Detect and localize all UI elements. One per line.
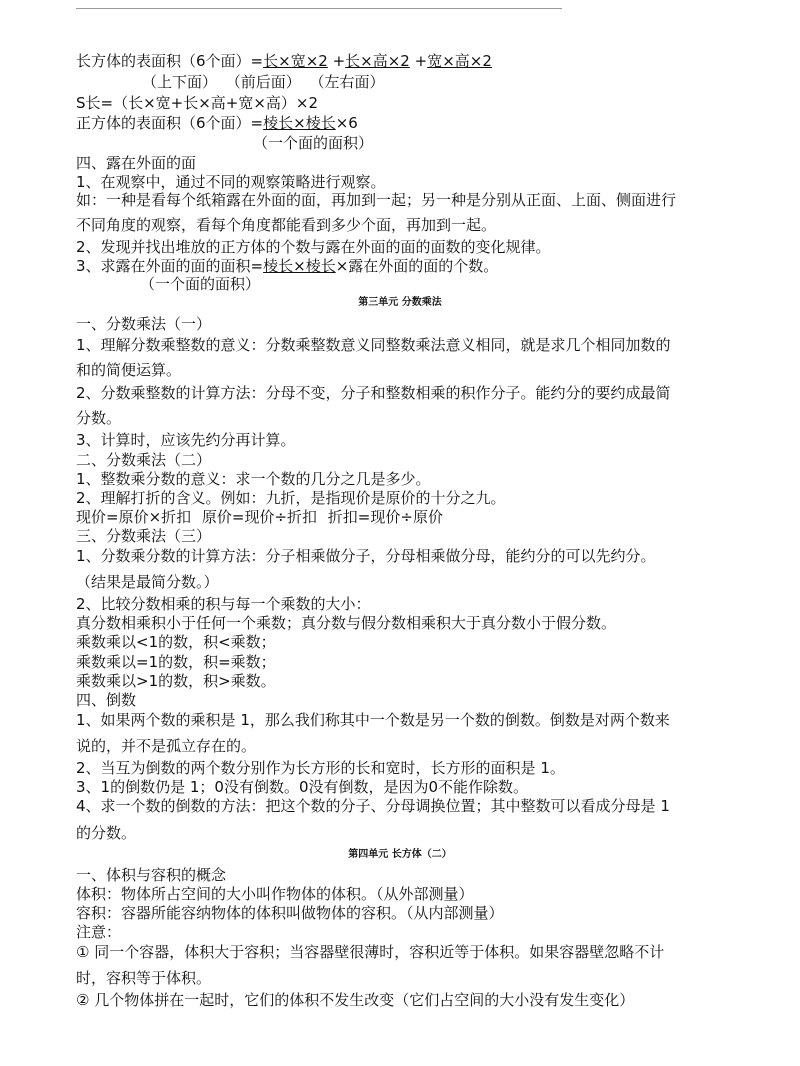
- rule-line: 乘数乘以=1的数，积=乘数；: [76, 653, 276, 671]
- section-title: 二、分数乘法（二）: [76, 451, 212, 469]
- exposed-area-formula: [76, 257, 498, 275]
- plus-sign: +: [414, 52, 428, 70]
- section-title: 一、分数乘法（一）: [76, 315, 212, 333]
- formula-term: 长×高×2: [345, 52, 410, 70]
- s-formula: S长=（长×宽+长×高+宽×高）×2: [76, 94, 319, 112]
- list-item: 2、当互为倒数的两个数分别作为长方形的长和宽时，长方形的面积是 1。: [76, 759, 565, 777]
- paragraph-line: 1、分数乘分数的计算方法：分子相乘做分子，分母相乘做分母，能约分的可以先约分。: [76, 547, 656, 565]
- section-title: 一、体积与容积的概念: [76, 866, 227, 884]
- section-title: 四、露在外面的面: [76, 154, 197, 172]
- paragraph-line: 1、理解分数乘整数的意义：分数乘整数意义同整数乘法意义相同，就是求几个相同加数的: [76, 336, 671, 354]
- list-item: 1、在观察中，通过不同的观察策略进行观察。: [76, 173, 386, 191]
- paragraph-line: 4、求一个数的倒数的方法：把这个数的分子、分母调换位置；其中整数可以看成分母是 1: [76, 797, 670, 815]
- paragraph-line: 真分数相乘积小于任何一个乘数；真分数与假分数相乘积大于真分数小于假分数。: [76, 614, 617, 632]
- paragraph-line: 2、分数乘整数的计算方法：分母不变，分子和整数相乘的积作分子。能约分的要约成最简: [76, 384, 671, 402]
- definition-capacity: 容积：容器所能容纳物体的体积叫做物体的容积。（从内部测量）: [76, 904, 504, 922]
- formula-prefix: 正方体的表面积（6个面）=: [76, 114, 264, 132]
- formula-prefix: 3、求露在外面的面的面积=: [76, 257, 264, 275]
- list-item: 2、比较分数相乘的积与每一个乘数的大小：: [76, 595, 371, 613]
- paragraph-line: 和的简便运算。: [76, 361, 182, 379]
- paragraph-line: 时，容积等于体积。: [76, 969, 212, 987]
- cube-formula-note: （一个面的面积）: [253, 134, 374, 152]
- formula-term: 长×宽×2: [263, 52, 328, 70]
- paragraph-line: 的分数。: [76, 824, 137, 842]
- list-item: 2、理解打折的含义。例如：九折，是指现价是原价的十分之九。: [76, 489, 506, 507]
- formula-prefix: 长方体的表面积（6个面）=: [76, 52, 264, 70]
- formula-suffix: ×6: [335, 114, 358, 132]
- paragraph-line: 分数。: [76, 409, 122, 427]
- list-item: 3、计算时，应该先约分再计算。: [76, 431, 296, 449]
- unit-heading: 第四单元 长方体（二）: [348, 849, 452, 860]
- section-title: 三、分数乘法（三）: [76, 527, 212, 545]
- note-label: 注意：: [76, 923, 122, 941]
- paragraph-line: 如：一种是看每个纸箱露在外面的面，再加到一起；另一种是分别从正面、上面、侧面进行: [76, 191, 677, 209]
- paragraph-line: ② 几个物体拼在一起时，它们的体积不发生改变（它们占空间的大小没有发生变化）: [76, 991, 635, 1009]
- exposed-formula-note: （一个面的面积）: [140, 275, 261, 293]
- paragraph-line: ① 同一个容器，体积大于容积；当容器壁很薄时，容积近等于体积。如果容器壁忽略不计: [76, 943, 665, 961]
- formula-term: 棱长×棱长: [263, 257, 336, 275]
- paragraph-line: 1、如果两个数的乘积是 1，那么我们称其中一个数是另一个数的倒数。倒数是对两个数来: [76, 711, 670, 729]
- cuboid-surface-area-formula: [76, 52, 492, 70]
- cube-surface-area-formula: [76, 114, 358, 132]
- cuboid-face-labels: （上下面） （前后面） （左右面）: [142, 73, 385, 91]
- formula-term: 棱长×棱长: [263, 114, 336, 132]
- paragraph-line: 说的，并不是孤立存在的。: [76, 737, 257, 755]
- formula-suffix: ×露在外面的面的个数。: [335, 257, 499, 275]
- unit-heading: 第三单元 分数乘法: [358, 297, 442, 308]
- list-item: 3、1的倒数仍是 1；0没有倒数。0没有倒数，是因为0不能作除数。: [76, 778, 529, 796]
- plus-sign: +: [332, 52, 346, 70]
- paragraph-line: 不同角度的观察，看每个角度都能看到多少个面，再加到一起。: [76, 216, 497, 234]
- section-title: 四、倒数: [76, 691, 137, 709]
- discount-formulas: 现价=原价×折扣 原价=现价÷折扣 折扣=现价÷原价: [76, 508, 443, 526]
- rule-line: 乘数乘以<1的数，积<乘数；: [76, 633, 276, 651]
- top-divider: [76, 8, 562, 9]
- rule-line: 乘数乘以>1的数，积>乘数。: [76, 672, 276, 690]
- formula-term: 宽×高×2: [427, 52, 492, 70]
- definition-volume: 体积：物体所占空间的大小叫作物体的体积。（从外部测量）: [76, 885, 474, 903]
- list-item: 2、发现并找出堆放的正方体的个数与露在外面的面的面数的变化规律。: [76, 238, 551, 256]
- paragraph-line: （结果是最简分数。）: [76, 573, 219, 591]
- list-item: 1、整数乘分数的意义：求一个数的几分之几是多少。: [76, 470, 431, 488]
